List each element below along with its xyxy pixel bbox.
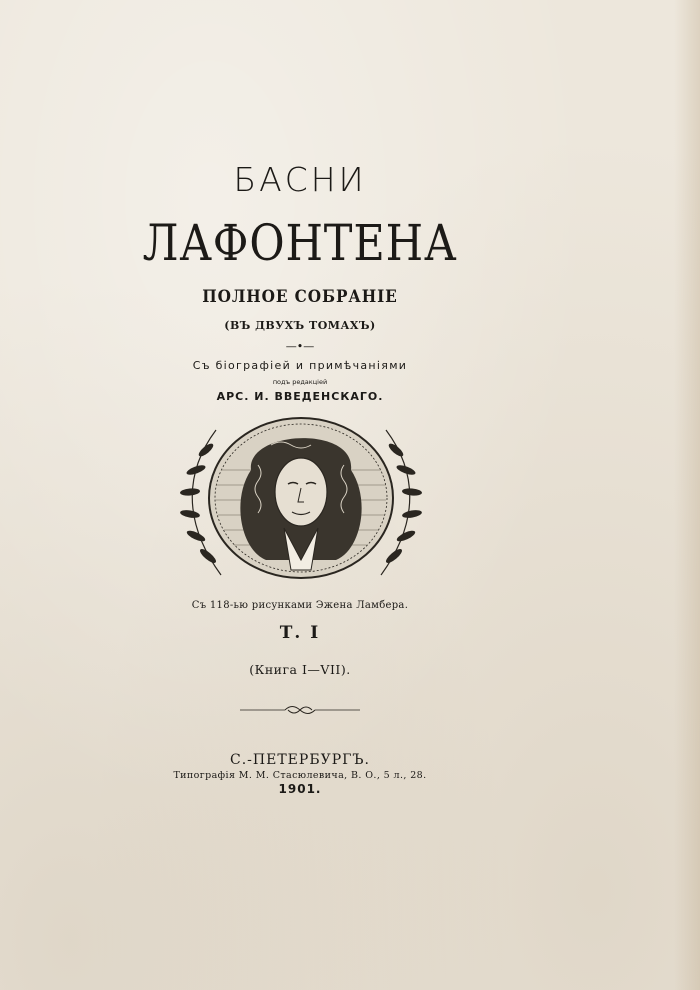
printer: Типографія М. М. Стасюлевича, В. О., 5 л., 28. — [173, 770, 427, 781]
portrait-medallion-icon — [176, 410, 426, 585]
volumes-note: (ВЪ ДВУХЪ ТОМАХЪ) — [224, 319, 376, 332]
volume-number: Т. I — [279, 623, 321, 643]
small-ornament: —•— — [285, 340, 315, 353]
divider-ornament-icon — [240, 700, 360, 720]
books-range: (Книга I—VII). — [249, 662, 351, 677]
year: 1901. — [278, 782, 322, 796]
title-line-1: БАСНИ — [233, 160, 367, 199]
biography-note: Съ біографіей и примѣчаніями — [192, 359, 408, 372]
city: С.-ПЕТЕРБУРГЪ. — [230, 752, 370, 768]
paper-edge — [674, 0, 700, 990]
subtitle: ПОЛНОЕ СОБРАНІЕ — [202, 287, 398, 307]
redaction-label: подъ редакціей — [272, 378, 328, 386]
illustrations-note: Съ 118-ью рисунками Эжена Ламбера. — [191, 600, 409, 611]
title-line-2: ЛАФОНТЕНА — [142, 214, 458, 272]
editor-name: АРС. И. ВВЕДЕНСКАГО. — [216, 390, 384, 403]
